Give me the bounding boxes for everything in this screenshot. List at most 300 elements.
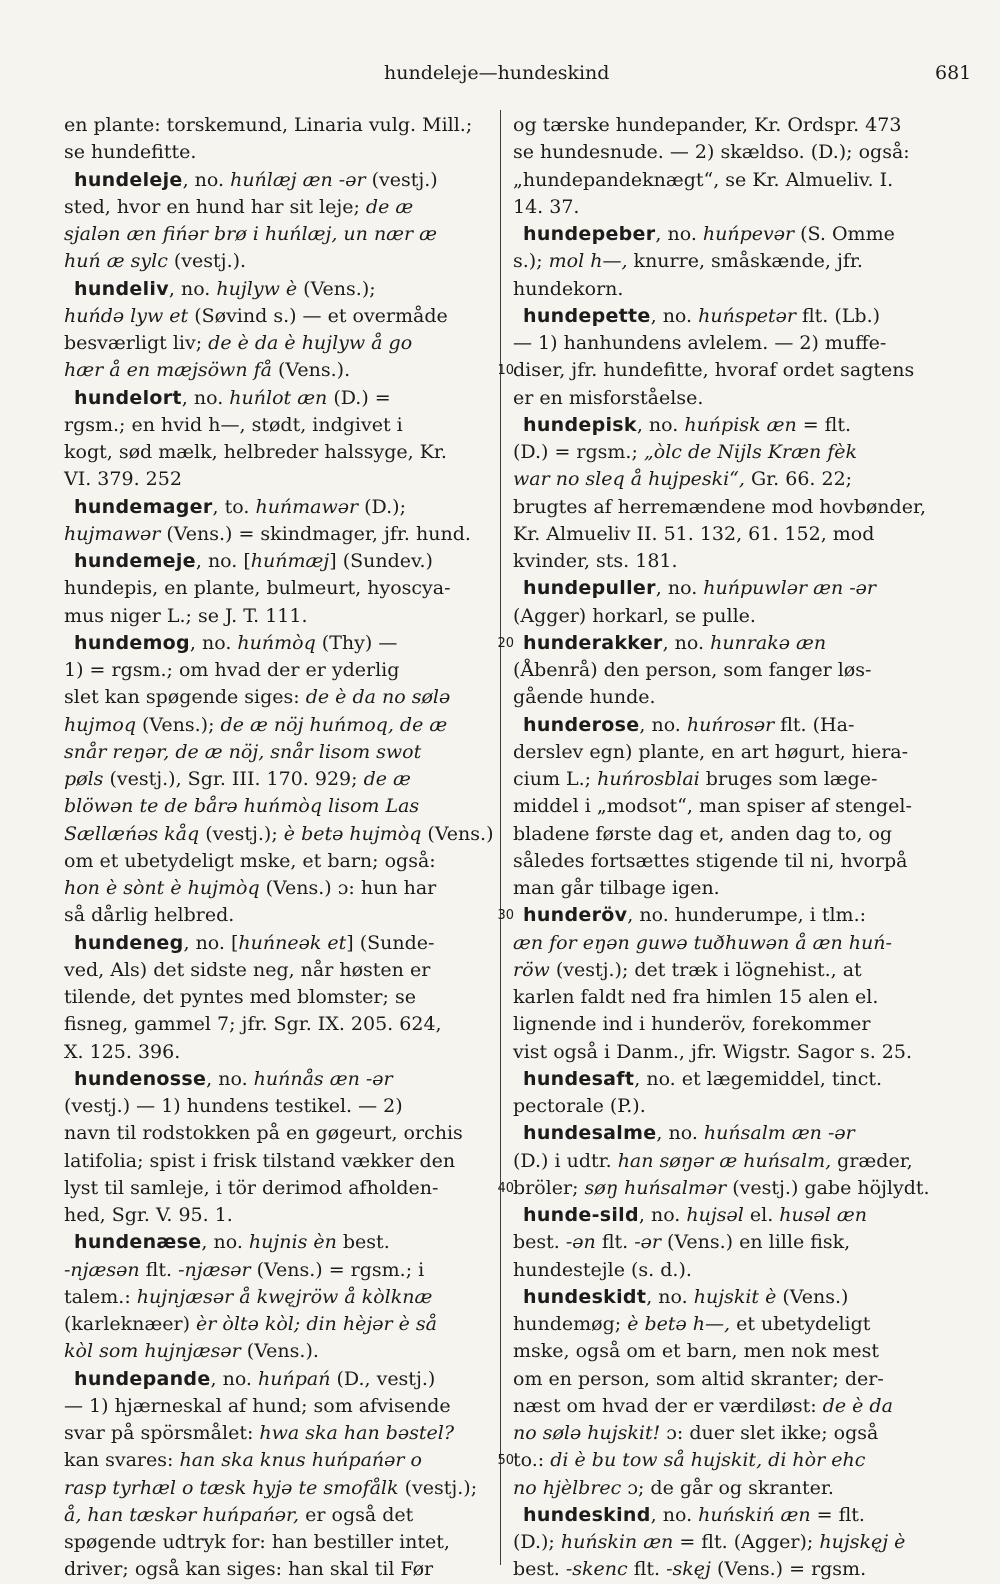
- text-segment: svar på spörsmålet:: [64, 1422, 260, 1444]
- text-segment: sjalən æn fińər brø i huńlæj, un nær æ: [64, 223, 438, 245]
- text-segment: næst om hvad der er værdiløst:: [513, 1394, 823, 1417]
- text-line: [64, 1093, 494, 1120]
- text-segment: lyst til samleje, i tör derimod afholden-: [64, 1176, 439, 1199]
- text-line: [513, 793, 935, 820]
- text-segment: se hundefitte.: [64, 141, 197, 164]
- line-marker: 20: [497, 635, 514, 651]
- text-segment: , no.: [662, 631, 711, 654]
- text-line: [64, 1148, 494, 1175]
- text-line: [513, 1011, 935, 1038]
- text-segment: man går tilbage igen.: [513, 877, 720, 899]
- text-line: [64, 167, 494, 194]
- text-line: [513, 548, 935, 575]
- text-segment: (D.) = rgsm.;: [513, 441, 644, 463]
- text-line: [513, 112, 935, 139]
- text-segment: , no. hunderumpe, i tlm.:: [627, 904, 867, 927]
- text-line: [64, 248, 494, 275]
- line-marker: 30: [497, 908, 514, 924]
- text-line: [64, 303, 494, 330]
- text-segment: brugtes af herremændene mod hovbønder,: [513, 495, 926, 518]
- text-segment: snår reŋər, de æ nöj, snår lisom swot: [64, 740, 422, 763]
- text-segment: , no.: [210, 1367, 259, 1390]
- text-segment: hundepis, en plante, bulmeurt, hyoscya-: [64, 577, 451, 600]
- text-segment: hujmawər: [64, 522, 161, 545]
- text-segment: er også det: [299, 1503, 414, 1526]
- text-segment: , no.: [639, 713, 687, 736]
- text-segment: , no. et lægemiddel, tinct.: [634, 1067, 883, 1090]
- text-segment: blöwən te de bårə huńmòq lisom Las: [64, 795, 420, 818]
- text-line: [64, 603, 494, 630]
- text-segment: (vestj.).: [167, 250, 247, 273]
- text-line: [513, 1393, 935, 1420]
- text-line: [513, 494, 935, 521]
- text-segment: huńpuwlər æn -ər: [703, 577, 876, 600]
- text-line: [64, 1175, 494, 1202]
- text-segment: er en misforståelse.: [513, 386, 704, 409]
- text-segment: de è da no sølə: [305, 686, 451, 709]
- text-line: [64, 793, 494, 820]
- text-segment: best.: [336, 1231, 390, 1254]
- text-segment: pøls: [64, 768, 104, 790]
- text-segment: ] (Sundev.): [329, 550, 433, 572]
- text-segment: best.: [513, 1231, 566, 1254]
- text-segment: huńlot æn: [229, 386, 328, 409]
- text-line: [64, 112, 494, 139]
- text-segment: karlen faldt ned fra himlen 15 alen el.: [513, 986, 879, 1008]
- text-line: [64, 1420, 494, 1447]
- text-line: [64, 1393, 494, 1420]
- text-segment: kòl som hujnjæsər: [64, 1340, 241, 1363]
- text-line: [513, 248, 935, 275]
- text-line: [64, 1039, 494, 1066]
- text-line: [513, 1420, 935, 1447]
- right-column: [513, 112, 935, 1584]
- text-line: [513, 1229, 935, 1256]
- page-header: [0, 58, 1000, 88]
- text-line: [64, 630, 494, 657]
- text-segment: således fortsættes stigende til ni, hvorpå: [513, 849, 908, 872]
- text-segment: to.:: [513, 1449, 551, 1472]
- text-segment: (Vens.);: [297, 277, 376, 300]
- text-segment: mol h—,: [548, 250, 628, 273]
- text-segment: ved, Als) det sidste neg, når høsten er: [64, 958, 431, 981]
- text-segment: hujlyw è: [216, 277, 298, 300]
- text-segment: (vestj.): [365, 168, 438, 191]
- text-segment: huńrosər: [686, 713, 775, 736]
- text-line: [513, 1311, 935, 1338]
- text-line: [64, 194, 494, 221]
- text-segment: no hjèlbrec: [513, 1476, 622, 1499]
- left-column: [64, 112, 494, 1584]
- text-segment: war no sleq å hujpeski“,: [513, 468, 745, 491]
- text-line: [64, 657, 494, 684]
- text-segment: (D.);: [513, 1531, 561, 1553]
- text-line: [64, 902, 494, 929]
- text-segment: huńsalm æn -ər: [703, 1122, 855, 1145]
- text-line: [64, 875, 494, 902]
- text-line: [64, 1311, 494, 1338]
- text-line: [513, 412, 935, 439]
- text-line: [513, 139, 935, 166]
- headword: hunderöv: [523, 904, 628, 927]
- text-segment: han søŋər æ huńsalm,: [617, 1149, 832, 1172]
- text-line: [513, 330, 935, 357]
- text-line: [64, 1120, 494, 1147]
- text-line: [513, 930, 935, 957]
- text-segment: (Vens.) ɔ: hun har: [259, 877, 437, 899]
- text-line: [513, 630, 935, 657]
- text-segment: di è bu tow så hujskit, di hòr ehc: [550, 1449, 866, 1472]
- text-segment: , no.: [638, 1204, 687, 1226]
- text-segment: latifolia; spist i frisk tilstand vækker den: [64, 1149, 456, 1172]
- text-segment: flt.: [139, 1258, 179, 1281]
- text-segment: , no.: [181, 386, 230, 409]
- text-segment: -skęj: [666, 1558, 711, 1581]
- text-segment: kvinder, sts. 181.: [513, 550, 678, 572]
- text-segment: huńskin æn: [560, 1531, 674, 1553]
- text-segment: de æ: [363, 768, 411, 790]
- text-segment: -njæsən: [64, 1258, 140, 1281]
- text-segment: han ska knus huńpańər o: [179, 1449, 422, 1472]
- text-line: [64, 821, 494, 848]
- text-line: [513, 1066, 935, 1093]
- text-segment: de æ nöj huńmoq, de æ: [220, 713, 448, 736]
- text-line: [513, 984, 935, 1011]
- text-segment: „hundepandeknægt“, se Kr. Almueliv. I.: [513, 168, 894, 191]
- text-segment: om en person, som altid skranter; der-: [513, 1367, 884, 1390]
- text-segment: (Vens.): [421, 822, 494, 845]
- text-segment: è betə hujmòq: [283, 822, 422, 845]
- text-segment: huńlæj æn -ər: [230, 168, 366, 191]
- text-segment: — 1) hjærneskal af hund; som afvisende: [64, 1394, 451, 1417]
- headword: hundeneg: [74, 931, 184, 954]
- text-segment: (D., vestj.): [330, 1367, 436, 1390]
- text-line: [513, 1148, 935, 1175]
- text-segment: huń æ sylc: [64, 250, 168, 273]
- text-segment: diser, jfr. hundefitte, hvoraf ordet sagtens: [513, 359, 915, 382]
- text-segment: hujskit è: [693, 1285, 777, 1308]
- text-segment: hundemøg;: [513, 1313, 628, 1335]
- text-line: [513, 902, 935, 929]
- text-line: [513, 167, 935, 194]
- text-segment: , no.: [636, 413, 685, 436]
- page-number: 681: [935, 62, 972, 84]
- text-segment: (Agger) horkarl, se pulle.: [513, 604, 756, 627]
- text-line: [513, 684, 935, 711]
- text-line: [513, 1093, 935, 1120]
- text-segment: (Thy) —: [315, 631, 398, 654]
- text-line: [64, 1257, 494, 1284]
- text-segment: huńskiń æn: [698, 1503, 811, 1526]
- text-line: [64, 276, 494, 303]
- text-line: [64, 739, 494, 766]
- text-segment: huńneək et: [238, 931, 347, 954]
- text-line: [513, 1475, 935, 1502]
- text-segment: -ər: [634, 1231, 661, 1254]
- text-segment: lignende ind i hunderöv, forekommer: [513, 1013, 871, 1036]
- text-segment: (Vens.).: [240, 1340, 319, 1363]
- text-line: [64, 1338, 494, 1365]
- text-segment: , no.: [656, 1122, 704, 1145]
- headword: hundepisk: [523, 413, 637, 436]
- text-line: [513, 521, 935, 548]
- text-segment: 14. 37.: [513, 195, 580, 218]
- text-line: [513, 1447, 935, 1474]
- text-segment: de è da: [822, 1394, 893, 1417]
- text-segment: 1) = rgsm.; om hvad der er yderlig: [64, 659, 400, 681]
- headword: hundepuller: [523, 577, 656, 600]
- text-segment: rgsm.; en hvid h—, stødt, indgivet i: [64, 413, 403, 436]
- text-segment: knurre, småskænde, jfr.: [627, 250, 863, 273]
- text-segment: Kr. Almueliv II. 51. 132, 61. 152, mod: [513, 522, 875, 545]
- text-line: [513, 848, 935, 875]
- text-segment: (Vens.) en lille fisk,: [660, 1231, 851, 1254]
- text-segment: en plante: torskemund, Linaria vulg. Mill.;: [64, 114, 473, 136]
- text-segment: (vestj.);: [199, 822, 284, 845]
- text-segment: , to.: [212, 495, 256, 518]
- headword: hundesaft: [523, 1067, 635, 1090]
- text-segment: , no.: [168, 277, 217, 300]
- text-segment: kan svares:: [64, 1449, 180, 1472]
- text-segment: (vestj.), Sgr. III. 170. 929;: [103, 768, 364, 790]
- text-segment: de æ: [365, 195, 414, 218]
- text-segment: hujnis èn: [248, 1231, 337, 1254]
- text-segment: bruges som læge-: [699, 768, 878, 790]
- text-segment: hujmoq: [64, 713, 136, 736]
- text-segment: og tærske hundepander, Kr. Ordspr. 473: [513, 114, 902, 136]
- headword: hundemog: [74, 631, 190, 654]
- headword: hunde-sild: [523, 1204, 639, 1226]
- text-line: [64, 684, 494, 711]
- text-segment: , no.: [655, 223, 703, 245]
- text-line: [64, 1011, 494, 1038]
- text-line: [64, 712, 494, 739]
- text-segment: husəl æn: [779, 1204, 867, 1226]
- line-marker: 10: [497, 363, 514, 379]
- text-line: [513, 439, 935, 466]
- text-line: [513, 357, 935, 384]
- headword: hunderakker: [523, 631, 663, 654]
- text-line: [513, 1556, 935, 1583]
- text-segment: flt. (Ha-: [774, 713, 855, 736]
- text-line: [513, 712, 935, 739]
- text-segment: Gr. 66. 22;: [744, 468, 853, 491]
- text-segment: huńnås æn -ər: [253, 1067, 393, 1090]
- text-line: [513, 1120, 935, 1147]
- text-segment: (D.) =: [327, 386, 391, 409]
- text-segment: talem.:: [64, 1285, 137, 1308]
- text-segment: spøgende udtryk for: han bestiller intet,: [64, 1531, 450, 1553]
- text-segment: (Vens.).: [271, 359, 351, 382]
- text-segment: (vestj.) — 1) hundens testikel. — 2): [64, 1095, 403, 1117]
- text-segment: slet kan spøgende siges:: [64, 686, 306, 709]
- headword: hundeleje: [74, 168, 183, 191]
- text-line: [513, 821, 935, 848]
- text-line: [513, 957, 935, 984]
- text-segment: søŋ huńsalmər: [584, 1176, 727, 1199]
- text-line: [64, 1202, 494, 1229]
- text-segment: , no.: [201, 1231, 249, 1254]
- text-segment: hon è sònt è hujmòq: [64, 877, 260, 899]
- text-segment: è betə h—,: [627, 1313, 731, 1335]
- text-line: [513, 739, 935, 766]
- text-line: [64, 575, 494, 602]
- text-segment: èr òltə kòl; din hèjər è så: [196, 1313, 437, 1335]
- text-segment: hujnjæsər å kwęjröw å kòlknæ: [136, 1285, 433, 1308]
- text-segment: (vestj.);: [398, 1476, 478, 1499]
- text-segment: (D.) i udtr.: [513, 1149, 618, 1172]
- headword: hundepette: [523, 304, 651, 327]
- text-segment: röw: [513, 958, 550, 981]
- text-segment: -njæsər: [178, 1258, 251, 1281]
- text-segment: (Vens.);: [135, 713, 221, 736]
- text-segment: (D.);: [358, 495, 406, 518]
- text-segment: (Vens.) = skindmager, jfr. hund.: [160, 522, 471, 545]
- text-segment: græder,: [831, 1149, 913, 1172]
- text-segment: å, han tæskər huńpańər,: [64, 1503, 300, 1526]
- text-line: [513, 1284, 935, 1311]
- text-segment: bladene første dag et, anden dag to, og: [513, 822, 893, 845]
- text-segment: , no.: [650, 1503, 699, 1526]
- text-segment: , no. [: [195, 550, 251, 572]
- text-segment: æn for eŋən guwə tuðhuwən å æn huń-: [513, 931, 892, 954]
- text-segment: huńpisk æn: [684, 413, 797, 436]
- text-segment: hundekorn.: [513, 277, 624, 300]
- text-segment: se hundesnude. — 2) skældso. (D.); også:: [513, 141, 910, 164]
- text-line: [513, 1039, 935, 1066]
- text-line: [513, 1529, 935, 1556]
- text-line: [64, 1447, 494, 1474]
- text-line: [64, 139, 494, 166]
- text-line: [64, 930, 494, 957]
- text-segment: kogt, sød mælk, helbreder halssyge, Kr.: [64, 441, 447, 463]
- text-line: [64, 548, 494, 575]
- line-marker: 50: [497, 1453, 514, 1469]
- text-segment: VI. 379. 252: [64, 468, 182, 491]
- text-line: [513, 1257, 935, 1284]
- text-segment: ɔ: duer slet ikke; også: [660, 1422, 879, 1444]
- text-segment: (Vens.) = rgsm.: [710, 1558, 867, 1581]
- text-segment: fisneg, gammel 7; jfr. Sgr. IX. 205. 624,: [64, 1013, 442, 1036]
- text-segment: huńspetər: [698, 304, 796, 327]
- text-line: [64, 1284, 494, 1311]
- text-segment: Sællæńəs kåq: [64, 822, 200, 845]
- text-segment: huńpevər: [702, 223, 795, 245]
- running-head: hundeleje—hundeskind: [384, 62, 610, 84]
- text-line: [64, 385, 494, 412]
- text-segment: -skenc: [565, 1558, 628, 1581]
- text-segment: — 1) hanhundens avlelem. — 2) muffe-: [513, 332, 887, 354]
- text-line: [513, 575, 935, 602]
- text-segment: huńrosblai: [597, 768, 700, 790]
- text-segment: driver; også kan siges: han skal til Før: [64, 1558, 434, 1581]
- text-line: [513, 221, 935, 248]
- headword: hundeliv: [74, 277, 169, 300]
- column-divider: [500, 110, 501, 1565]
- text-segment: , no.: [646, 1285, 694, 1308]
- text-segment: hed, Sgr. V. 95. 1.: [64, 1204, 233, 1226]
- text-line: [64, 766, 494, 793]
- text-segment: hundestejle (s. d.).: [513, 1258, 692, 1281]
- text-segment: (vestj.) gabe höjlydt.: [726, 1176, 930, 1199]
- text-line: [513, 303, 935, 330]
- line-marker: 40: [497, 1180, 514, 1196]
- text-line: [513, 1202, 935, 1229]
- text-segment: sted, hvor en hund har sit leje;: [64, 195, 366, 218]
- text-segment: (karleknæer): [64, 1313, 197, 1335]
- headword: hundenosse: [74, 1067, 207, 1090]
- text-line: [64, 848, 494, 875]
- text-line: [64, 466, 494, 493]
- text-line: [64, 1366, 494, 1393]
- text-segment: huńmawər: [255, 495, 359, 518]
- text-line: [64, 221, 494, 248]
- text-segment: pectorale (P.).: [513, 1095, 646, 1117]
- text-line: [513, 1366, 935, 1393]
- text-segment: X. 125. 396.: [64, 1040, 181, 1063]
- text-segment: (Vens.): [776, 1285, 849, 1308]
- text-segment: , no.: [655, 577, 704, 600]
- text-segment: flt. (Lb.): [795, 304, 881, 327]
- text-line: [64, 1556, 494, 1583]
- text-segment: (Åbenrå) den person, som fanger løs-: [513, 659, 872, 681]
- headword: hundemeje: [74, 550, 196, 572]
- text-line: [513, 276, 935, 303]
- text-segment: (vestj.); det træk i lögnehist., at: [549, 958, 862, 981]
- text-segment: de è da è hujlyw å go: [208, 332, 413, 354]
- text-segment: , no. [: [183, 931, 239, 954]
- text-segment: el.: [743, 1204, 780, 1226]
- text-segment: huńdə lyw et: [64, 304, 189, 327]
- text-line: [513, 657, 935, 684]
- text-segment: (Vens.) = rgsm.; i: [250, 1258, 425, 1281]
- headword: hunderose: [523, 713, 640, 736]
- text-segment: så dårlig helbred.: [64, 904, 235, 927]
- text-line: [513, 766, 935, 793]
- text-segment: et ubetydeligt: [730, 1313, 871, 1335]
- text-line: [64, 1502, 494, 1529]
- text-line: [64, 357, 494, 384]
- text-segment: ] (Sunde-: [346, 931, 435, 954]
- text-segment: om et ubetydeligt mske, et barn; også:: [64, 849, 436, 872]
- text-segment: flt.: [627, 1558, 667, 1581]
- text-line: [64, 1475, 494, 1502]
- text-segment: besværligt liv;: [64, 332, 209, 354]
- headword: hundenæse: [74, 1231, 202, 1254]
- text-segment: gående hunde.: [513, 686, 656, 709]
- text-segment: hujskęj è: [819, 1531, 906, 1553]
- text-segment: no sølə hujskit!: [513, 1422, 661, 1444]
- text-segment: vist også i Danm., jfr. Wigstr. Sagor s. 25.: [513, 1040, 913, 1063]
- headword: hundeskidt: [523, 1285, 647, 1308]
- text-segment: (Søvind s.) — et overmåde: [188, 304, 448, 327]
- text-line: [64, 521, 494, 548]
- text-line: [513, 1338, 935, 1365]
- headword: hundesalme: [523, 1122, 657, 1145]
- text-segment: , no.: [189, 631, 238, 654]
- text-line: [64, 412, 494, 439]
- text-segment: derslev egn) plante, en art høgurt, hiera-: [513, 740, 909, 763]
- text-segment: mske, også om et barn, men nok mest: [513, 1340, 880, 1363]
- text-line: [64, 1066, 494, 1093]
- text-line: [64, 330, 494, 357]
- text-line: [513, 875, 935, 902]
- text-segment: hujsəl: [686, 1204, 744, 1226]
- text-segment: middel i „modsot“, man spiser af stengel-: [513, 795, 912, 818]
- text-segment: hær å en mæjsöwn få: [64, 359, 272, 382]
- text-segment: tilende, det pyntes med blomster; se: [64, 986, 416, 1008]
- text-segment: hwa ska han bəstel?: [259, 1422, 455, 1444]
